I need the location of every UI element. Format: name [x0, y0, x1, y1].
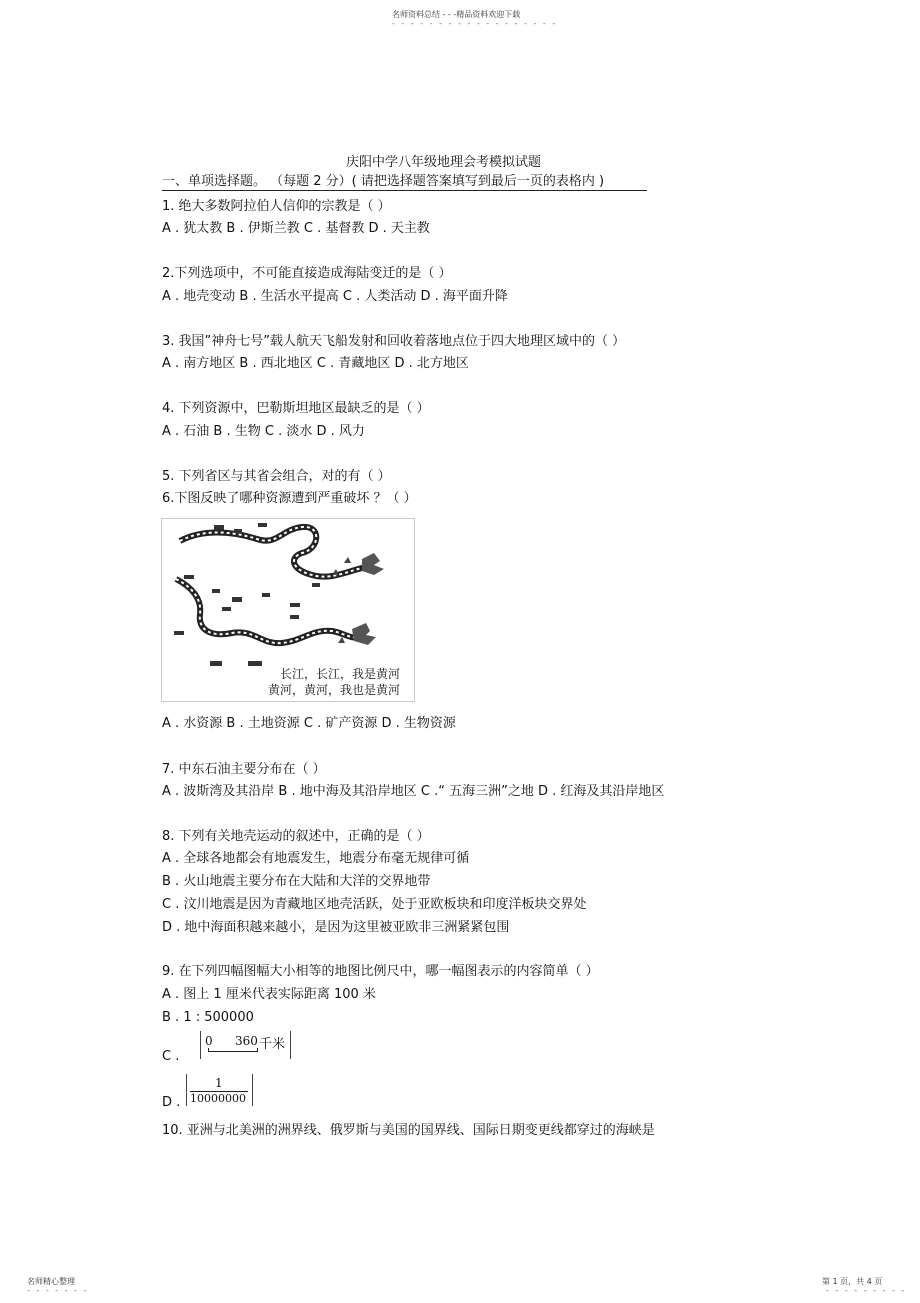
line-scale-graphic	[200, 1031, 291, 1059]
question-8-stem: 8. 下列有关地壳运动的叙述中，正确的是（ ）	[162, 829, 430, 844]
question-9-option-b: B . 1 : 500000	[162, 1010, 254, 1025]
river-cartoon-figure	[161, 518, 415, 702]
question-8-option-c: C . 汶川地震是因为青藏地区地壳活跃，处于亚欧板块和印度洋板块交界处	[162, 897, 587, 912]
question-1-stem: 1. 绝大多数阿拉伯人信仰的宗教是（ ）	[162, 199, 391, 214]
question-9-option-d: D .	[162, 1095, 181, 1110]
question-1-options: A . 犹太教 B . 伊斯兰教 C . 基督教 D . 天主教	[162, 221, 430, 236]
question-3-stem: 3. 我国”神舟七号”载人航天飞船发射和回收着落地点位于四大地理区域中的（ ）	[162, 334, 626, 349]
page-number: 第 1 页，共 4 页	[822, 1277, 883, 1286]
page-header: 名师资料总结 - - -精品资料欢迎下载	[392, 10, 521, 19]
question-9-option-c: C .	[162, 1049, 180, 1064]
footer-right-dots: - - - - - - - - -	[826, 1286, 907, 1295]
figure-caption-line-1: 长江，长江，我是黄河	[280, 667, 401, 681]
fraction-numerator: 1	[215, 1076, 223, 1090]
fraction-scale-graphic	[186, 1074, 253, 1106]
scale-bar	[208, 1048, 258, 1052]
section-underline	[162, 190, 647, 191]
question-8-option-a: A . 全球各地都会有地震发生，地震分布毫无规律可循	[162, 851, 470, 866]
question-4-stem: 4. 下列资源中，巴勒斯坦地区最缺乏的是（ ）	[162, 401, 430, 416]
question-9-stem: 9. 在下列四幅图幅大小相等的地图比例尺中，哪一幅图表示的内容简单（ ）	[162, 964, 599, 979]
question-3-options: A . 南方地区 B . 西北地区 C . 青藏地区 D . 北方地区	[162, 356, 469, 371]
question-6-stem: 6.下图反映了哪种资源遭到严重破坏 ？（ ）	[162, 491, 417, 506]
question-8-option-b: B . 火山地震主要分布在大陆和大洋的交界地带	[162, 874, 431, 889]
footer-left-dots: - - - - - - -	[27, 1286, 89, 1295]
question-5-stem: 5. 下列省区与其省会组合，对的有（ ）	[162, 469, 391, 484]
question-6-options: A . 水资源 B . 土地资源 C . 矿产资源 D . 生物资源	[162, 716, 456, 731]
scale-unit-label: 千米	[259, 1037, 286, 1052]
scale-value-label: 360	[235, 1034, 258, 1048]
question-10-stem: 10. 亚洲与北美洲的洲界线、俄罗斯与美国的国界线、国际日期变更线都穿过的海峡是	[162, 1123, 655, 1138]
fraction-denominator: 10000000	[190, 1092, 246, 1105]
scale-zero-label: 0	[205, 1034, 213, 1048]
question-2-options: A . 地壳变动 B . 生活水平提高 C . 人类活动 D . 海平面升降	[162, 289, 508, 304]
question-7-options: A . 波斯湾及其沿岸 B . 地中海及其沿岸地区 C .“ 五海三洲”之地 D . 红海及其沿岸地区	[162, 784, 665, 799]
header-dots: - - - - - - - - - - - - - - - - - -	[392, 19, 558, 28]
page-title: 庆阳中学八年级地理会考模拟试题	[346, 155, 542, 170]
footer-left-text: 名师精心整理	[27, 1277, 75, 1286]
section-heading: 一、单项选择题。 （每题 2 分）( 请把选择题答案填写到最后一页的表格内 )	[162, 174, 605, 189]
question-2-stem: 2.下列选项中，不可能直接造成海陆变迁的是（ ）	[162, 266, 452, 281]
question-8-option-d: D . 地中海面积越来越小，是因为这里被亚欧非三洲紧紧包围	[162, 920, 510, 935]
question-4-options: A . 石油 B . 生物 C . 淡水 D . 风力	[162, 424, 365, 439]
figure-caption-line-2: 黄河，黄河，我也是黄河	[268, 683, 401, 697]
question-9-option-a: A . 图上 1 厘米代表实际距离 100 米	[162, 987, 376, 1002]
question-7-stem: 7. 中东石油主要分布在（ ）	[162, 762, 326, 777]
